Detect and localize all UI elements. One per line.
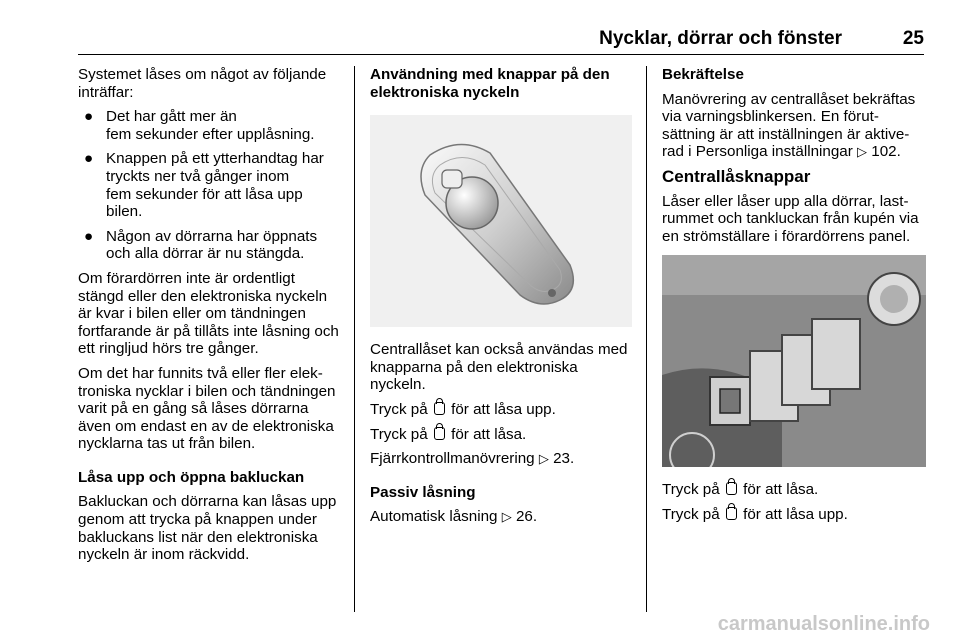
text: Tryck på bbox=[662, 505, 720, 523]
text: för att låsa upp. bbox=[743, 505, 848, 523]
bullet-text: Någon av dörrarna har öppnats och alla dörrar är nu stängda. bbox=[106, 227, 318, 263]
door-switch-illustration bbox=[662, 255, 926, 467]
text: för att låsa upp. bbox=[451, 400, 556, 418]
cross-reference bbox=[370, 450, 632, 468]
paragraph: Bakluckan och dörrarna kan låsas upp genom att trycka på knappen under bakluckans list när den elektroniska nyckeln är inom räckvidd. bbox=[78, 493, 337, 564]
key-fob-image bbox=[370, 115, 632, 327]
lock-instruction bbox=[370, 426, 632, 444]
paragraph: Låser eller låser upp alla dörrar, lastrummet och tankluckan från kupén via en strömställare i förardörrens panel. bbox=[662, 192, 919, 245]
lock-icon bbox=[434, 427, 445, 440]
unlock-instruction bbox=[662, 506, 926, 524]
text: Tryck på bbox=[370, 425, 428, 443]
paragraph: Om förardörren inte är ordentligt stängd eller den elektroniska nyckeln är kvar i bilen eller om tändningen fortfarande är på tillåts inte låsning och ett ringljud hörs tre gånger. bbox=[78, 269, 339, 358]
lock-icon bbox=[726, 482, 737, 495]
text: Automatisk låsning bbox=[370, 508, 498, 526]
bullet-icon: ● bbox=[84, 150, 94, 168]
column-3 bbox=[662, 66, 926, 531]
lock-instruction bbox=[662, 481, 926, 499]
page-ref-triangle-icon: ▷ bbox=[857, 144, 868, 160]
section-heading: Passiv låsning bbox=[370, 483, 476, 501]
column-divider bbox=[646, 66, 647, 612]
text: för att låsa. bbox=[743, 481, 819, 499]
list-item bbox=[78, 108, 342, 143]
section-heading: Låsa upp och öppna bakluckan bbox=[78, 468, 305, 486]
section-heading: Bekräftelse bbox=[662, 66, 744, 83]
intro-text: Systemet låses om något av följande inträffar: bbox=[78, 66, 327, 101]
page-ref-triangle-icon: ▷ bbox=[538, 451, 549, 467]
bullet-text: Det har gått mer än bbox=[106, 108, 237, 126]
paragraph bbox=[662, 91, 926, 161]
list-item bbox=[78, 228, 342, 263]
section-heading: Användning med knappar på den elektroniska nyckeln bbox=[370, 66, 610, 101]
bullet-text: fem sekunder för att låsa upp bilen. bbox=[106, 185, 303, 221]
column-1 bbox=[78, 66, 342, 571]
column-divider bbox=[354, 66, 355, 612]
text: Fjärrkontrollmanövrering bbox=[370, 450, 535, 468]
cross-reference bbox=[370, 508, 632, 526]
bullet-icon: ● bbox=[84, 227, 94, 245]
text: för att låsa. bbox=[451, 425, 527, 443]
page-ref: 23. bbox=[553, 450, 575, 468]
page-ref-triangle-icon: ▷ bbox=[501, 509, 512, 525]
text: Manövrering av centrallåset bekräftas via varningsblinkersen. En förutsättning är att inställningen är aktiverad i Personliga inställningar bbox=[662, 90, 916, 161]
bullet-icon: ● bbox=[84, 108, 94, 126]
door-switch-image bbox=[662, 255, 926, 467]
section-heading: Centrallåsknappar bbox=[662, 166, 811, 186]
paragraph: Centrallåset kan också användas med knapparna på den elektroniska nyckeln. bbox=[370, 341, 628, 394]
page-header bbox=[78, 26, 924, 55]
column-2 bbox=[370, 66, 632, 533]
key-fob-illustration bbox=[370, 115, 632, 327]
page-ref: 102. bbox=[871, 143, 901, 161]
page-number: 25 bbox=[902, 28, 924, 49]
text: Tryck på bbox=[662, 481, 720, 499]
paragraph: Om det har funnits två eller fler elektroniska nycklar i bilen och tändningen varit på en gång så låses dörrarna även om endast en av de elektroniska nycklarna tas ut från bilen. bbox=[78, 364, 336, 453]
unlock-icon bbox=[434, 402, 445, 415]
page-ref: 26. bbox=[515, 508, 538, 526]
bullet-text: fem sekunder efter upplåsning. bbox=[106, 125, 315, 143]
page-title: Nycklar, dörrar och fönster bbox=[599, 28, 842, 49]
list-item bbox=[78, 150, 342, 220]
watermark: carmanualsonline.info bbox=[717, 613, 930, 635]
unlock-icon bbox=[726, 507, 737, 520]
text: Tryck på bbox=[370, 400, 428, 418]
bullet-text: Knappen på ett ytterhandtag har tryckts ner två gånger inom bbox=[106, 150, 324, 185]
unlock-instruction bbox=[370, 401, 632, 419]
